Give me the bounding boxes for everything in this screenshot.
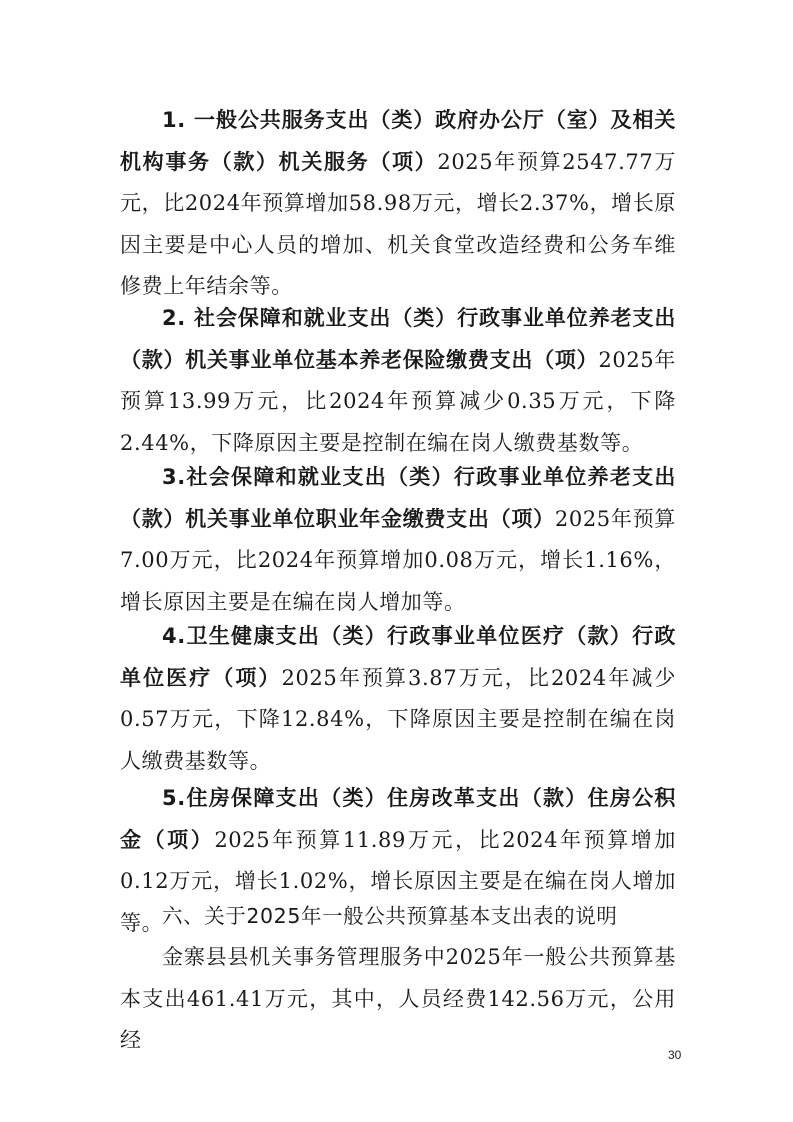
paragraph-3-body: 2025年预算7.00万元，比2024年预算增加0.08万元，增长1.16%，增长原因主要是在编在岗人增加等。: [120, 506, 676, 614]
paragraph-2-heading: 2. 社会保障和就业支出（类）行政事业单位养老支出（款）机关事业单位基本养老保险缴费支出（项）: [120, 306, 676, 372]
paragraph-5-heading: 5.住房保障支出（类）住房改革支出（款）住房公积金（项）: [120, 786, 676, 852]
paragraph-4-heading: 4.卫生健康支出（类）行政事业单位医疗（款）行政单位医疗（项）: [120, 624, 676, 690]
section-heading: 六、关于2025年一般公共预算基本支出表的说明: [162, 904, 618, 928]
paragraph-5-body: 2025年预算11.89万元，比2024年预算增加0.12万元，增长1.02%，增长原因主要是在编在岗人增加等。: [120, 827, 676, 935]
paragraph-3: [120, 457, 676, 623]
paragraph-2-body: 2025年预算13.99万元，比2024年预算减少0.35万元，下降2.44%，下降原因主要是控制在编在岗人缴费基数等。: [120, 347, 676, 455]
paragraph-1-heading: 1. 一般公共服务支出（类）政府办公厅（室）及相关机构事务（款）机关服务（项）: [120, 108, 676, 174]
paragraph-4: [120, 616, 676, 782]
paragraph-1: [120, 100, 676, 308]
page-number: 30: [668, 1048, 682, 1062]
closing-paragraph: 金寨县县机关事务管理服务中2025年一般公共预算基本支出461.41万元，其中，人员经费142.56万元，公用经: [120, 945, 676, 1052]
paragraph-3-heading: 3.社会保障和就业支出（类）行政事业单位养老支出（款）机关事业单位职业年金缴费支出（项）: [120, 465, 676, 531]
paragraph-2: [120, 298, 676, 464]
paragraph-1-body: 2025年预算2547.77万元，比2024年预算增加58.98万元，增长2.37%，增长原因主要是中心人员的增加、机关食堂改造经费和公务车维修费上年结余等。: [120, 149, 676, 298]
paragraph-4-body: 2025年预算3.87万元，比2024年减少0.57万元，下降12.84%，下降原因主要是控制在编在岗人缴费基数等。: [120, 665, 676, 773]
